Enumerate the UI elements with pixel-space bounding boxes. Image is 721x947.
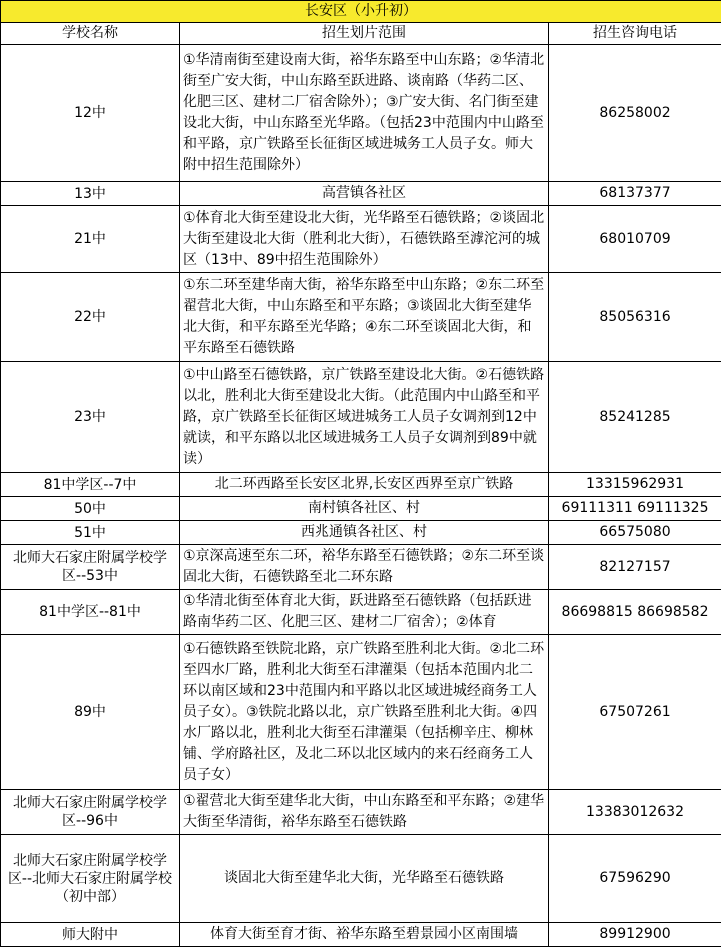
school-name: 北师大石家庄附属学校学区--北师大石家庄附属学校（初中部） — [1, 835, 180, 923]
school-name: 51中 — [1, 521, 180, 545]
enrollment-range: ①翟营北大街至建华北大街，中山东路至和平东路；②建华大街至华清街，裕华东路至石德铁路 — [180, 790, 549, 835]
phone-number: 13383012632 — [549, 790, 721, 835]
phone-number: 68137377 — [549, 182, 721, 206]
phone-number: 67507261 — [549, 635, 721, 790]
school-name: 81中学区--81中 — [1, 590, 180, 635]
enrollment-range: 西兆通镇各社区、村 — [180, 521, 549, 545]
school-name: 89中 — [1, 635, 180, 790]
header-school: 学校名称 — [1, 23, 180, 45]
header-phone: 招生咨询电话 — [549, 23, 721, 45]
enrollment-range: 高营镇各社区 — [180, 182, 549, 206]
table-row — [1, 545, 721, 590]
table-row — [1, 362, 721, 473]
phone-number: 86698815 86698582 — [549, 590, 721, 635]
table-row — [1, 923, 721, 947]
enrollment-range: ①东二环至建华南大街，裕华东路至中山东路；②东二环至翟营北大街，中山东路至和平东路；③谈固北大街至建华北大街，和平东路至光华路；④东二环至谈固北大街，和平东路至石德铁路 — [180, 273, 549, 362]
phone-number: 86258002 — [549, 45, 721, 182]
school-name: 北师大石家庄附属学校学区--53中 — [1, 545, 180, 590]
enrollment-range: ①石德铁路至铁院北路，京广铁路至胜利北大街。②北二环至四水厂路，胜利北大街至石津灌渠（包括本范围内北二环以南区域和23中范围内和平路以北区域进城经商务工人员子女）。③铁院北路以北，京广铁路至胜利北大街。④四水厂路以北，胜利北大街至石津灌渠（包括柳辛庄、柳林铺、学府路社区，及北二环以北区域内的来石经商务工人员子女） — [180, 635, 549, 790]
enrollment-range: 南村镇各社区、村 — [180, 497, 549, 521]
table-row — [1, 497, 721, 521]
enrollment-range: 谈固北大街至建华北大街，光华路至石德铁路 — [180, 835, 549, 923]
enrollment-range: 北二环西路至长安区北界,长安区西界至京广铁路 — [180, 473, 549, 497]
school-name: 81中学区--7中 — [1, 473, 180, 497]
phone-number: 66575080 — [549, 521, 721, 545]
table-row — [1, 835, 721, 923]
phone-number: 85241285 — [549, 362, 721, 473]
school-name: 北师大石家庄附属学校学区--96中 — [1, 790, 180, 835]
school-name: 13中 — [1, 182, 180, 206]
phone-number: 89912900 — [549, 923, 721, 947]
table-row — [1, 45, 721, 182]
school-name: 50中 — [1, 497, 180, 521]
header-range: 招生划片范围 — [180, 23, 549, 45]
header-row — [1, 23, 721, 45]
phone-number: 85056316 — [549, 273, 721, 362]
table-row — [1, 182, 721, 206]
phone-number: 69111311 69111325 — [549, 497, 721, 521]
school-name: 12中 — [1, 45, 180, 182]
phone-number: 67596290 — [549, 835, 721, 923]
table-row — [1, 206, 721, 273]
table-row — [1, 790, 721, 835]
table-title: 长安区（小升初） — [1, 1, 721, 23]
title-row — [1, 1, 721, 23]
phone-number: 82127157 — [549, 545, 721, 590]
school-name: 23中 — [1, 362, 180, 473]
enrollment-range: ①华清南街至建设南大街，裕华东路至中山东路；②华清北街至广安大街，中山东路至跃进路、谈南路（华药二区、化肥三区、建材二厂宿舍除外）；③广安大街、名门街至建设北大街，中山东路至光华路。（包括23中范围内中山路至和平路，京广铁路至长征街区域进城务工人员子女。师大附中招生范围除外） — [180, 45, 549, 182]
phone-number: 13315962931 — [549, 473, 721, 497]
table-row — [1, 473, 721, 497]
table-row — [1, 521, 721, 545]
enrollment-range: ①中山路至石德铁路，京广铁路至建设北大街。②石德铁路以北，胜利北大街至建设北大街。（此范围内中山路至和平路，京广铁路至长征街区域进城务工人员子女调剂到12中就读，和平东路以北区域进城务工人员子女调剂到89中就读） — [180, 362, 549, 473]
school-name: 21中 — [1, 206, 180, 273]
table-row — [1, 273, 721, 362]
table-row — [1, 590, 721, 635]
table-row — [1, 635, 721, 790]
school-name: 22中 — [1, 273, 180, 362]
enrollment-range: 体育大街至育才街、裕华东路至碧景园小区南围墙 — [180, 923, 549, 947]
school-name: 师大附中 — [1, 923, 180, 947]
enrollment-range: ①京深高速至东二环，裕华东路至石德铁路；②东二环至谈固北大街，石德铁路至北二环东路 — [180, 545, 549, 590]
enrollment-range: ①体育北大街至建设北大街，光华路至石德铁路；②谈固北大街至建设北大街（胜利北大街），石德铁路至滹沱河的城区（13中、89中招生范围除外） — [180, 206, 549, 273]
enrollment-range: ①华清北街至体育北大街，跃进路至石德铁路（包括跃进路南华药二区、化肥三区、建材二厂宿舍）；②体育 — [180, 590, 549, 635]
phone-number: 68010709 — [549, 206, 721, 273]
